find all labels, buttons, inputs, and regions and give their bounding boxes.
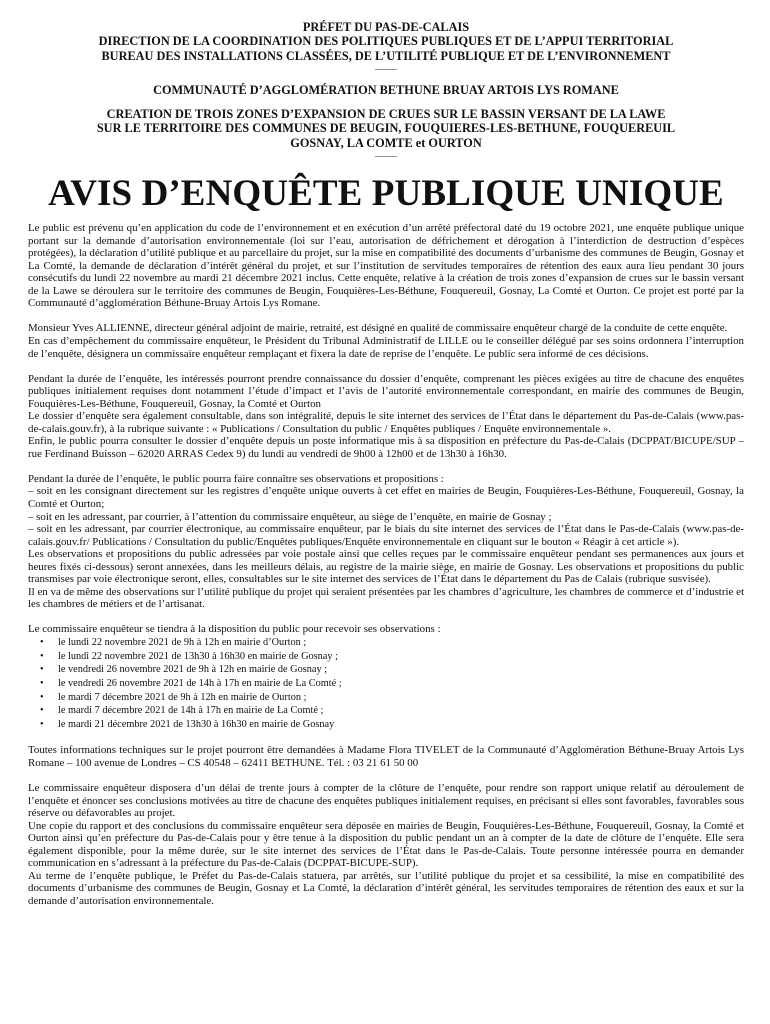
authority-header — [28, 20, 744, 63]
list-item: • le lundi 22 novembre 2021 de 9h à 12h en mairie d’Ourton ; — [56, 636, 744, 650]
community-header — [28, 83, 744, 97]
paragraph-technical-contact: Toutes informations techniques sur le projet pourront être demandées à Madame Flora TIVELET de la Communauté d’Agglomération Béthune-Bruay Artois Lys Romane – 100 avenue de Londres – CS 40548 – 62411 BETHUNE. Tél. : 03 21 61 50 00 — [28, 744, 744, 769]
paragraph-observations-intro: Pendant la durée de l’enquête, le public pourra faire connaître ses observations et propositions : — [28, 472, 444, 485]
paragraph-final-decision: Au terme de l’enquête publique, le Préfet du Pas-de-Calais statuera, par arrêtés, sur l’utilité publique du projet et sa cessibilité, la mise en compatibilité des documents d’urbanisme des communes de Beugin, Gosnay et La Comté, la déclaration d’intérêt général, les servitudes temporaires de rétention des eaux et sur la demande d’autorisation environnementale. — [28, 869, 744, 907]
paragraph-chambers: Il en va de même des observations sur l’utilité publique du projet qui seraient présentées par les chambres d’agriculture, les chambres de commerce et d’industrie et les chambres de métiers et de l’artisanat. — [28, 585, 744, 611]
list-item: • le lundi 22 novembre 2021 de 13h30 à 16h30 en mairie de Gosnay ; — [56, 650, 744, 664]
paragraph-website: Le dossier d’enquête sera également consultable, dans son intégralité, depuis le site internet des services de l’État dans le département du Pas-de-Calais (www.pas-de-calais.gouv.fr), à la rubrique suivante : « Publications / Consultation du public / Enquêtes publiques / Enquête environnementale ». — [28, 410, 744, 435]
paragraph-observations-annexed: Les observations et propositions du public adressées par voie postale ainsi que celles reçues par le commissaire enquêteur pendant ses permanences aux jours et heures fixés ci-dessous) seront annexées, dans les meilleurs délais, au registre de la mairie siège, en mairie de Gosnay. Les observations et propositions du public transmises par voie électronique seront, elles, consultables sur le site internet des services de l’État dans le département du Pas de Calais (rubrique susvisée). — [28, 548, 744, 586]
project-line-1: CREATION DE TROIS ZONES D’EXPANSION DE CRUES SUR LE BASSIN VERSANT DE LA LAWE — [106, 107, 666, 122]
paragraph-report-copy: Une copie du rapport et des conclusions du commissaire enquêteur sera déposée en mairies de Beugin, Fouquières-Les-Béthune, Fouquereuil, Gosnay, la Comté et Ourton ainsi qu’en préfecture du Pas-de-Calais pour y être tenue à la disposition du public pendant un an à compter de la date de clôture de l’enquête. Elle sera également disponible, pour la même durée, sur le site internet des services de l’État dans le Pas-de-Calais. Toute personne intéressée pourra en demander communication en s’adressant à la préfecture du Pas-de-Calais (DCPPAT-BICUPE-SUP). — [28, 819, 744, 870]
header-separator-1: —— — [375, 62, 397, 75]
paragraph-commissioner: Monsieur Yves ALLIENNE, directeur général adjoint de mairie, retraité, est désigné en qualité de commissaire enquêteur chargé de la conduite de cette enquête. — [28, 322, 728, 335]
paragraph-consultation: Pendant la durée de l’enquête, les intéressés pourront prendre connaissance du dossier d’enquête, comprenant les pièces exigées au titre de chacune des enquêtes publiques initialement requises dont notamment l’étude d’impact et l’avis de l’autorité environnementale correspondant, en mairie des communes de Beugin, Fouquières-Les-Béthune, Fouquereuil, Gosnay, la Comté et Ourton — [28, 372, 744, 410]
permanences-list — [28, 636, 744, 732]
community-name: COMMUNAUTÉ D’AGGLOMÉRATION BETHUNE BRUAY ARTOIS LYS ROMANE — [153, 82, 619, 97]
header-line-direction: DIRECTION DE LA COORDINATION DES POLITIQUES PUBLIQUES ET DE L’APPUI TERRITORIAL — [98, 34, 674, 49]
paragraph-observations-email: – soit en les adressant, par courrier électronique, au commissaire enquêteur, par le biais du site internet des services de l’État dans le Pas-de-Calais (www.pas-de-calais.gouv.fr/ Publications / Consultation du public/Enquêtes publiques/Enquête environnementale en cliquant sur le bouton « Réagir à cet article »). — [28, 523, 744, 548]
list-item: • le vendredi 26 novembre 2021 de 14h à 17h en mairie de La Comté ; — [56, 677, 744, 691]
paragraph-computer-access: Enfin, le public pourra consulter le dossier d’enquête depuis un poste informatique mis à sa disposition en préfecture du Pas-de-Calais (DCPPAT/BICUPE/SUP – rue Ferdinand Buisson – 62020 ARRAS Cedex 9) du lundi au vendredi de 9h00 à 12h00 et de 13h30 à 16h30. — [28, 435, 744, 460]
paragraph-intro: Le public est prévenu qu’en application du code de l’environnement et en exécution d’un arrêté préfectoral daté du 19 octobre 2021, une enquête publique unique portant sur la demande d’autorisation environnementale (loi sur l’eau, autorisation de défrichement et dérogation à l’interdiction de destruction d’espèces protégées), la déclaration d’utilité publique et au parcellaire du projet, sur la mise en compatibilité des documents d’urbanisme des communes de Beugin, Gosnay et La Comté, la demande de déclaration d’intérêt général du projet, et sur l’institution de servitudes temporaires de rétention des eaux aura lieu pendant 30 jours consécutifs du lundi 22 novembre au mardi 21 décembre 2021 inclus. Cette enquête, relative à la création de trois zones d’expansion de crues sur le bassin versant de la Lawe se déroulera sur le territoire des communes de Beugin, Fouquières-Les-Béthune, Fouquereuil, Gosnay, La Comté et Ourton. Ce projet est porté par la Communauté d’agglomération Béthune-Bruay Artois Lys Romane. — [28, 222, 744, 310]
paragraph-report-deadline: Le commissaire enquêteur disposera d’un délai de trente jours à compter de la clôture de l’enquête, pour rendre son rapport unique relatif au déroulement de l’enquête et énoncer ses conclusions motivées au titre de chacune des enquêtes publiques initialement requises, en précisant si elles sont favorables, favorables sous réserve ou défavorables au projet. — [28, 781, 744, 820]
paragraph-permanences-intro: Le commissaire enquêteur se tiendra à la disposition du public pour recevoir ses observations : — [28, 623, 441, 636]
list-item: • le mardi 7 décembre 2021 de 9h à 12h en mairie de Ourton ; — [56, 691, 744, 705]
header-line-bureau: BUREAU DES INSTALLATIONS CLASSÉES, DE L’UTILITÉ PUBLIQUE ET DE L’ENVIRONNEMENT — [101, 48, 671, 63]
notice-title: AVIS D’ENQUÊTE PUBLIQUE UNIQUE — [48, 173, 724, 215]
project-line-2: SUR LE TERRITOIRE DES COMMUNES DE BEUGIN, FOUQUIERES-LES-BETHUNE, FOUQUEREUIL — [96, 121, 676, 136]
list-item: • le mardi 7 décembre 2021 de 14h à 17h en mairie de La Comté ; — [56, 704, 744, 718]
header-line-prefecture: PRÉFET DU PAS-DE-CALAIS — [302, 20, 470, 34]
list-item: • le mardi 21 décembre 2021 de 13h30 à 16h30 en mairie de Gosnay — [56, 718, 744, 732]
list-item: • le vendredi 26 novembre 2021 de 9h à 12h en mairie de Gosnay ; — [56, 663, 744, 677]
notice-body — [28, 222, 744, 907]
paragraph-observations-mail: – soit en les adressant, par courrier, à l’attention du commissaire enquêteur, au siège de l’enquête, en mairie de Gosnay ; — [28, 510, 552, 523]
paragraph-observations-registers: – soit en les consignant directement sur les registres d’enquête unique ouverts à cet effet en mairies de Beugin, Fouquières-Les-Béthune, Fouquereuil, Gosnay, la Comté et Ourton; — [28, 485, 744, 510]
project-line-3: GOSNAY, LA COMTE et OURTON — [290, 135, 482, 150]
notice-page — [28, 20, 744, 907]
project-header — [28, 107, 744, 150]
paragraph-replacement: En cas d’empêchement du commissaire enquêteur, le Président du Tribunal Administratif de LILLE ou le conseiller délégué par ses soins ordonnera l’interruption de l’enquête, désignera un commissaire enquêteur remplaçant et fixera la date de reprise de l’enquête. Le public sera informé de ces décisions. — [28, 334, 744, 360]
header-separator-2: —— — [375, 150, 397, 163]
